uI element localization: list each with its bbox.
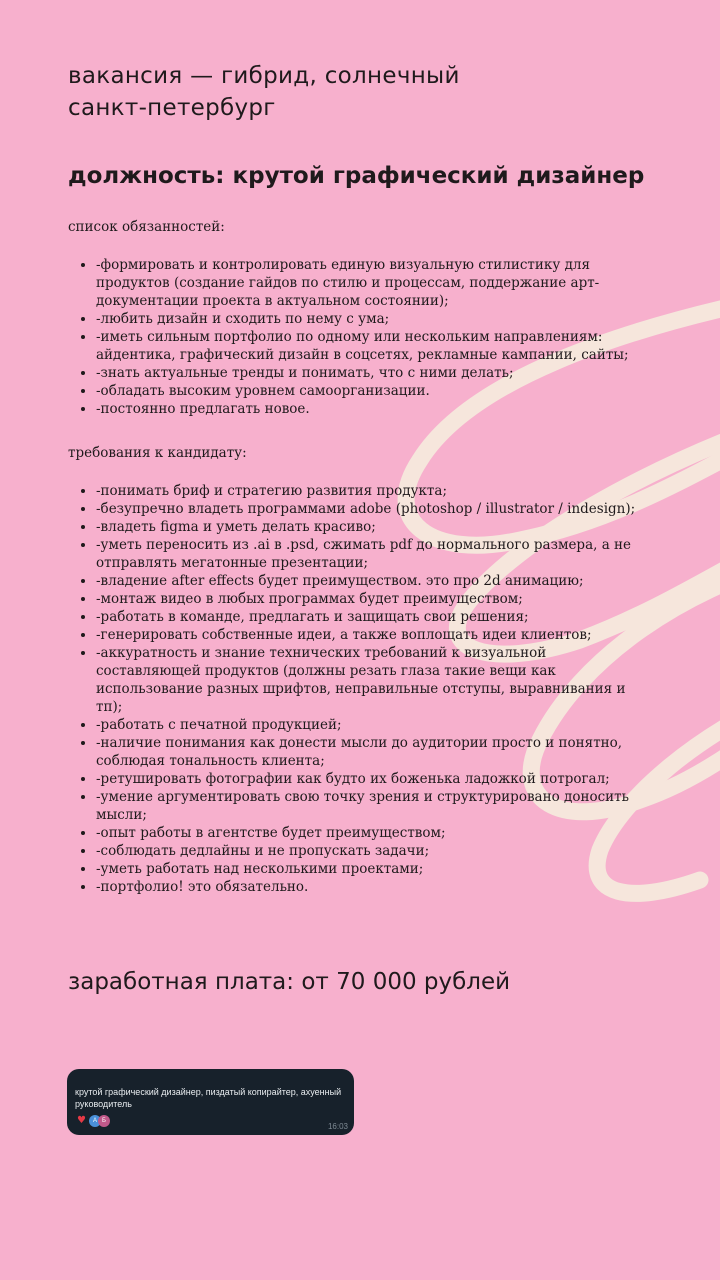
duties-label: список обязанностей: (68, 219, 225, 235)
requirement-item: • -соблюдать дедлайны и не пропускать задачи; (96, 842, 648, 860)
vacancy-headline (68, 60, 648, 124)
message-text: крутой графический дизайнер, пиздатый копирайтер, ахуенный руководитель (75, 1087, 342, 1109)
duty-item: • -постоянно предлагать новое. (96, 400, 648, 418)
duty-item: • -формировать и контролировать единую визуальную стилистику для продуктов (создание гайдов по стилю и процессам, поддержание арт-документации проекта в актуальном состоянии); (96, 256, 648, 310)
vacancy-content (68, 60, 648, 896)
requirement-item: • -опыт работы в агентстве будет преимуществом; (96, 824, 648, 842)
heart-icon[interactable]: ♥ (77, 1115, 86, 1126)
message-time: 16:03 (327, 1122, 348, 1131)
salary-heading: заработная плата: от 70 000 рублей (68, 969, 511, 995)
duty-item: • -обладать высоким уровнем самоорганизации. (96, 382, 648, 400)
requirement-item: • -работать с печатной продукцией; (96, 716, 648, 734)
reactions-row[interactable] (77, 1115, 110, 1127)
requirements-label: требования к кандидату: (68, 445, 247, 461)
requirement-item: • -уметь работать над несколькими проектами; (96, 860, 648, 878)
duty-item: • -иметь сильным портфолио по одному или нескольким направлениям: айдентика, графический дизайн в соцсетях, рекламные кампании, сайты; (96, 328, 648, 364)
chat-message-bubble[interactable] (67, 1069, 354, 1135)
duty-item: • -знать актуальные тренды и понимать, что с ними делать; (96, 364, 648, 382)
requirement-item: • -наличие понимания как донести мысли до аудитории просто и понятно, соблюдая тональность клиента; (96, 734, 648, 770)
requirement-item: • -работать в команде, предлагать и защищать свои решения; (96, 608, 648, 626)
position-title: должность: крутой графический дизайнер (68, 163, 645, 189)
requirement-item: • -понимать бриф и стратегию развития продукта; (96, 482, 648, 500)
requirement-item: • -портфолио! это обязательно. (96, 878, 648, 896)
duties-list (68, 256, 648, 418)
duty-item: • -любить дизайн и сходить по нему с ума; (96, 310, 648, 328)
avatar: Б (98, 1115, 110, 1127)
requirement-item: • -безупречно владеть программами adobe (photoshop / illustrator / indesign); (96, 500, 648, 518)
avatar: А (89, 1115, 101, 1127)
requirement-item: • -владеть figma и уметь делать красиво; (96, 518, 648, 536)
headline-line-2: санкт-петербург (68, 95, 276, 121)
requirement-item: • -уметь переносить из .ai в .psd, сжимать pdf до нормального размера, а не отправлять мегатонные презентации; (96, 536, 648, 572)
requirement-item: • -владение after effects будет преимуществом. это про 2d анимацию; (96, 572, 648, 590)
requirement-item: • -умение аргументировать свою точку зрения и структурировано доносить мысли; (96, 788, 648, 824)
requirement-item: • -генерировать собственные идеи, а также воплощать идеи клиентов; (96, 626, 648, 644)
headline-line-1: вакансия — гибрид, солнечный (68, 63, 460, 89)
requirement-item: • -монтаж видео в любых программах будет преимуществом; (96, 590, 648, 608)
requirement-item: • -аккуратность и знание технических требований к визуальной составляющей продуктов (должны резать глаза такие вещи как использование разных шрифтов, неправильные отступы, выравнивания и тп); (96, 644, 648, 716)
requirement-item: • -ретушировать фотографии как будто их боженька ладожкой потрогал; (96, 770, 648, 788)
requirements-list (68, 482, 648, 896)
